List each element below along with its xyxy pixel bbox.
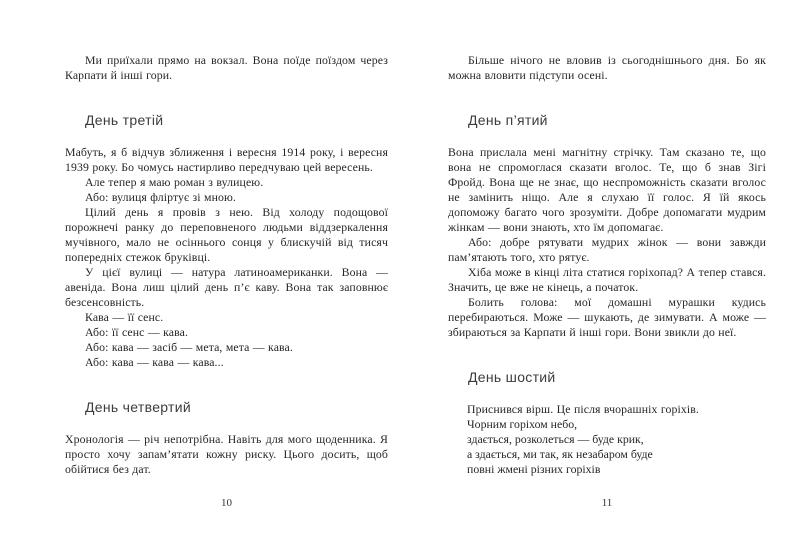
para-sens-kava: Або: її сенс — кава. (85, 325, 189, 339)
para-kava-sens: Кава — її сенс. (85, 310, 164, 324)
para-headache: Болить голова: мої домашні мурашки кудись перебираються. Може — шукають, де зимувати. А може — збираються за Карпати й інші гори. Вони звикли до неї. (448, 295, 766, 339)
para-whole-day: Цілий день я провів з нею. Від холоду подощової порожнечі ранку до переповненого людьми віддзеркалення мучівного, мало не осіннього сонця у блискучій від тисяч попередніх стежок бруківці. (65, 205, 388, 264)
heading-day-six: День шостий (468, 369, 556, 385)
para-romance: Але тепер я маю роман з вулицею. (85, 175, 264, 189)
para-kava-kava: Або: кава — кава — кава... (85, 355, 224, 369)
poem-line: а здається, ми так, як незабаром буде (467, 447, 653, 461)
poem-intro: Приснився вірш. Це після вчорашніх горіхів. (467, 402, 699, 416)
para-saving-women: Або: добре рятувати мудрих жінок — вони завжди пам’ятають того, хто рятує. (448, 235, 766, 264)
para-autumn: Більше нічого не вловив із сьогоднішнього дня. Бо як можна вловити підступи осені. (448, 53, 766, 82)
para-chronology: Хронологія — річ непотрібна. Навіть для мого щоденника. Я просто хочу запам’ятати кожну риску. Цього досить, щоб обійтися без дат. (65, 432, 388, 476)
para-kava-zasib: Або: кава — засіб — мета, мета — кава. (85, 340, 293, 354)
poem-line: здається, розколеться — буде крик, (467, 432, 644, 446)
page-left (65, 53, 388, 509)
para-flirt: Або: вулиця фліртує зі мною. (85, 190, 236, 204)
heading-day-three: День третій (85, 112, 164, 128)
poem-line: повні жмені різних горіхів (467, 462, 601, 476)
para-september: Мабуть, я б відчув зближення і вересня 1914 року, і вересня 1939 року. Бо чомусь настирливо передчуваю цей вересень. (65, 145, 388, 174)
poem-line: Чорним горіхом небо, (467, 417, 578, 431)
heading-day-five: День п’ятий (468, 112, 548, 128)
para-avenida: У цієї вулиці — натура латиноамериканки. Вона — авеніда. Вона лиш цілий день п’є каву. Вона так заповнює безсенсовність. (65, 265, 388, 309)
page-number-right: 11 (601, 497, 613, 509)
para-nutfall: Хіба може в кінці літа статися горіхопад? А тепер стався. Значить, це вже не кінець, а початок. (448, 265, 766, 294)
page-right (448, 53, 766, 509)
para-tape: Вона прислала мені магнітну стрічку. Там сказано те, що вона не спромоглася сказати вголос. Те, що б знав Зігі Фройд. Вона ще не знає, що неспроможність сказати вголос не замінить ніщо. Але я слухаю її голос. Я їй якось допоможу багато чого зрозуміти. Добре допомагати мудрим жінкам — вони знають, хто їм допомагає. (448, 145, 766, 234)
para-arrival: Ми приїхали прямо на вокзал. Вона поїде поїздом через Карпати й інші гори. (65, 53, 388, 82)
heading-day-four: День четвертий (85, 399, 192, 415)
page-number-left: 10 (221, 497, 232, 509)
